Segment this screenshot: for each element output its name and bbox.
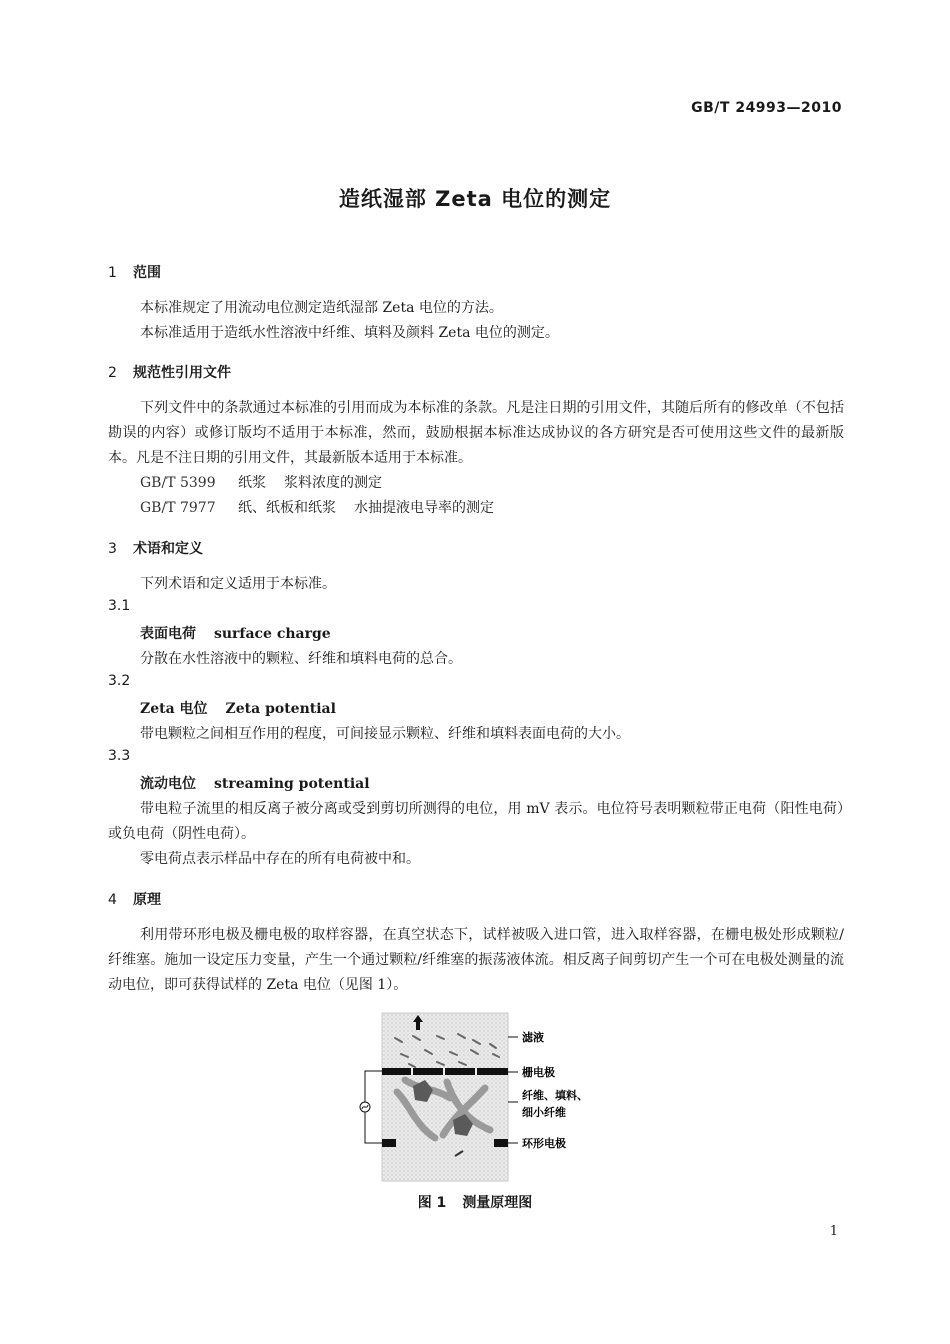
term-note: 零电荷点表示样品中存在的所有电荷被中和。 <box>140 851 420 867</box>
section-3-heading <box>108 538 203 558</box>
term-heading <box>140 623 331 643</box>
section-1-line-1: 本标准规定了用流动电位测定造纸湿部 Zeta 电位的方法。 <box>140 300 503 316</box>
figure-caption-number: 图 1 <box>417 1195 447 1211</box>
label-grid-electrode: 栅电极 <box>522 1066 555 1079</box>
figure-caption <box>0 1192 950 1212</box>
reference-title-part-2: 水抽提液电导率的测定 <box>354 500 494 516</box>
ring-electrode-right <box>494 1139 508 1147</box>
section-2-title: 规范性引用文件 <box>133 365 231 381</box>
term-chinese: 表面电荷 <box>140 626 196 642</box>
page-number: 1 <box>829 1224 838 1239</box>
term-english: streaming potential <box>214 776 370 792</box>
reference-title-part-2: 浆料浓度的测定 <box>284 475 382 491</box>
term-heading <box>140 698 336 718</box>
section-2-number: 2 <box>108 365 117 381</box>
term-definition: 分散在水性溶液中的颗粒、纤维和填料电荷的总合。 <box>140 651 462 667</box>
grid-electrode <box>382 1068 508 1075</box>
section-4-paragraph: 利用带环形电极及栅电极的取样容器，在真空状态下，试样被吸入进口管，进入取样容器，在栅电极处形成颗粒/纤维塞。施加一设定压力变量，产生一个通过颗粒/纤维塞的振荡液体流。相反离子间剪切产生一个可在电极处测量的流动电位，即可获得试样的 Zeta 电位（见图 1）。 <box>108 927 844 993</box>
term-chinese: Zeta 电位 <box>140 701 208 717</box>
section-4-number: 4 <box>108 892 117 908</box>
figure-caption-text: 测量原理图 <box>462 1195 533 1211</box>
section-3-title: 术语和定义 <box>133 541 203 557</box>
section-1-title: 范围 <box>133 265 161 281</box>
term-chinese: 流动电位 <box>140 776 196 792</box>
term-heading <box>140 773 370 793</box>
term-number: 3.3 <box>108 748 131 764</box>
label-leaders <box>508 1037 518 1143</box>
reference-code: GB/T 7977 <box>140 500 216 516</box>
document-title: 造纸湿部 Zeta 电位的测定 <box>338 187 612 211</box>
term-number: 3.1 <box>108 598 131 614</box>
label-ring-electrode: 环形电极 <box>522 1137 566 1150</box>
term-definition: 带电粒子流里的相反离子被分离或受到剪切所测得的电位，用 mV 表示。电位符号表明颗粒带正电荷（阳性电荷）或负电荷（阴性电荷）。 <box>108 801 844 842</box>
section-1-number: 1 <box>108 265 117 281</box>
section-2-heading <box>108 362 231 382</box>
section-4-title: 原理 <box>133 892 161 908</box>
reference-title-part-1: 纸、纸板和纸浆 <box>238 500 336 516</box>
measurement-principle-figure <box>355 1010 615 1185</box>
reference-item <box>140 471 876 496</box>
section-2-paragraph: 下列文件中的条款通过本标准的引用而成为本标准的条款。凡是注日期的引用文件，其随后所有的修改单（不包括勘误的内容）或修订版均不适用于本标准，然而，鼓励根据本标准达成协议的各方研究是否可使用这些文件的最新版本。凡是不注日期的引用文件，其最新版本适用于本标准。 <box>108 400 844 466</box>
section-1-heading <box>108 262 161 282</box>
label-fibers-line-2: 细小纤维 <box>522 1106 566 1119</box>
standard-code: GB/T 24993—2010 <box>691 100 842 116</box>
label-fibers-line-1: 纤维、填料、 <box>522 1089 588 1102</box>
section-3-number: 3 <box>108 541 117 557</box>
term-english: Zeta potential <box>225 701 336 717</box>
term-definition: 带电颗粒之间相互作用的程度，可间接显示颗粒、纤维和填料表面电荷的大小。 <box>140 726 630 742</box>
reference-item <box>140 496 876 521</box>
reference-code: GB/T 5399 <box>140 475 216 491</box>
reference-title-part-1: 纸浆 <box>238 475 266 491</box>
label-filtrate: 滤液 <box>522 1031 544 1044</box>
ring-electrode-left <box>382 1139 396 1147</box>
section-1-line-2: 本标准适用于造纸水性溶液中纤维、填料及颜料 Zeta 电位的测定。 <box>140 325 559 341</box>
term-english: surface charge <box>214 626 331 642</box>
section-3-intro: 下列术语和定义适用于本标准。 <box>140 576 336 592</box>
term-number: 3.2 <box>108 673 131 689</box>
section-4-heading <box>108 889 161 909</box>
